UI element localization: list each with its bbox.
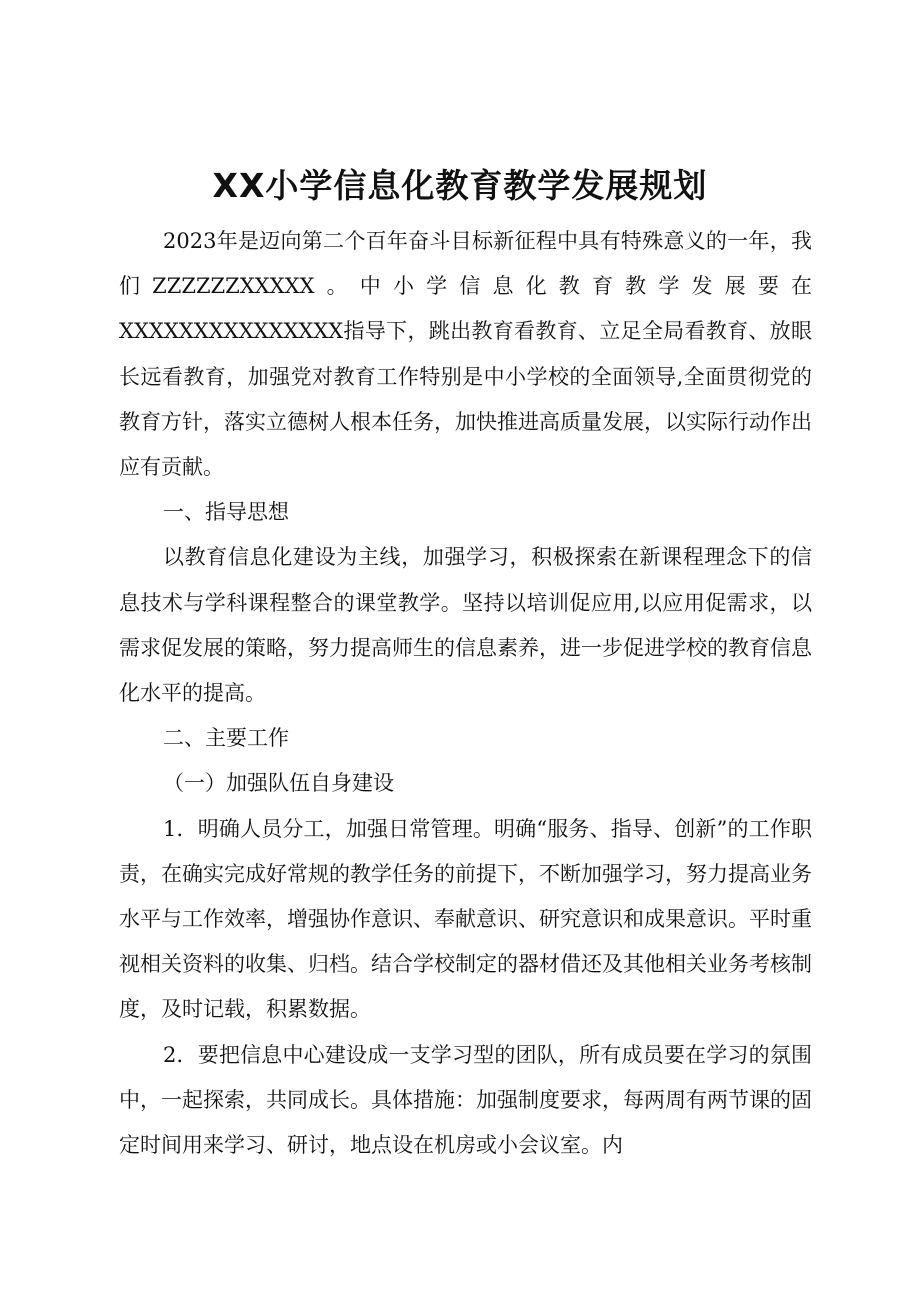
section-heading-main-work: 二、主要工作 — [163, 726, 289, 751]
guiding-ideology-paragraph: 以教育信息化建设为主线，加强学习，积极探索在新课程理念下的信息技术与学科课程整合的课堂教学。坚持以培训促应用,以应用促需求，以需求促发展的策略，努力提高师生的信息素养，进一步促进学校的教育信息化水平的提高。 — [119, 545, 812, 706]
document-title: XX小学信息化教育教学发展规划 — [212, 166, 708, 205]
item-2-paragraph: 2．要把信息中心建设成一支学习型的团队，所有成员要在学习的氛围中，一起探索，共同成长。具体措施：加强制度要求，每两周有两节课的固定时间用来学习、研讨，地点设在机房或小会议室。内 — [119, 1042, 812, 1158]
section-heading-guiding-ideology: 一、指导思想 — [163, 500, 289, 525]
document-body — [119, 219, 812, 1168]
intro-paragraph: 2023年是迈向第二个百年奋斗目标新征程中具有特殊意义的一年，我们ZZZZZZXXXXX。中小学信息化教育教学发展要在XXXXXXXXXXXXXXX指导下，跳出教育看教育、立足全局看教育、放眼长远看教育，加强党对教育工作特别是中小学校的全面领导,全面贯彻党的教育方针，落实立德树人根本任务，加快推进高质量发展，以实际行动作出应有贡献。 — [119, 229, 812, 480]
subsection-heading-team-building: （一）加强队伍自身建设 — [163, 771, 394, 796]
item-1-paragraph: 1．明确人员分工，加强日常管理。明确“服务、指导、创新”的工作职责，在确实完成好常规的教学任务的前提下，不断加强学习，努力提高业务水平与工作效率，增强协作意识、奉献意识、研究意识和成果意识。平时重视相关资料的收集、归档。结合学校制定的器材借还及其他相关业务考核制度，及时记载，积累数据。 — [119, 816, 812, 1022]
